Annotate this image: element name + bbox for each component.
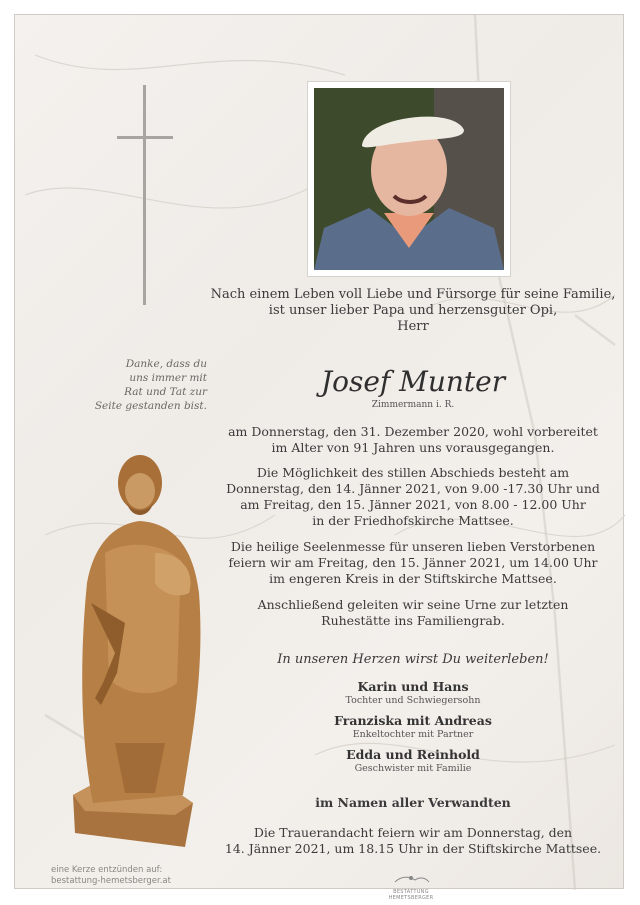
family-relation: Enkeltochter mit Partner bbox=[352, 729, 474, 740]
logo-mark bbox=[387, 873, 435, 885]
paragraph-line: Anschließend geleiten wir seine Urne zur letzten bbox=[257, 597, 569, 612]
intro-line: Nach einem Leben voll Liebe und Fürsorge für seine Familie, bbox=[210, 287, 616, 302]
intro-line: Herr bbox=[397, 319, 429, 334]
farewell-paragraph bbox=[205, 465, 621, 529]
quote-line: Rat und Tat zur bbox=[124, 386, 207, 398]
cross-vertical-bar bbox=[143, 85, 146, 305]
intro-line: ist unser lieber Papa und herzensguter Opi, bbox=[268, 303, 558, 318]
paragraph-line: am Donnerstag, den 31. Dezember 2020, wohl vorbereitet bbox=[228, 424, 598, 439]
deceased-name: Josef Munter bbox=[320, 365, 506, 398]
paragraph-line: im engeren Kreis in der Stiftskirche Mattsee. bbox=[269, 571, 557, 586]
portrait-frame bbox=[307, 81, 511, 277]
family-relation: Geschwister mit Familie bbox=[354, 763, 472, 774]
family-relation: Tochter und Schwiegersohn bbox=[345, 695, 481, 706]
paragraph-line: Ruhestätte ins Familiengrab. bbox=[321, 613, 505, 628]
portrait-photo bbox=[314, 88, 504, 270]
paragraph-line: Donnerstag, den 14. Jänner 2021, von 9.00 -17.30 Uhr und bbox=[226, 481, 600, 496]
motto: In unseren Herzen wirst Du weiterleben! bbox=[277, 652, 549, 667]
cross-horizontal-bar bbox=[117, 136, 173, 139]
intro-text bbox=[205, 287, 621, 335]
footer-line: Die Trauerandacht feiern wir am Donnerstag, den bbox=[253, 825, 573, 840]
quote-line: Seite gestanden bist. bbox=[94, 400, 207, 412]
paragraph-line: Die Möglichkeit des stillen Abschieds besteht am bbox=[256, 465, 570, 480]
funeral-home-logo bbox=[387, 870, 435, 901]
family-name: Karin und Hans bbox=[357, 679, 469, 694]
family-name: Franziska mit Andreas bbox=[334, 713, 492, 728]
footer-line: 14. Jänner 2021, um 18.15 Uhr in der Stiftskirche Mattsee. bbox=[224, 841, 602, 856]
family-name: Edda und Reinhold bbox=[346, 747, 480, 762]
paragraph-line: Die heilige Seelenmesse für unseren lieben Verstorbenen bbox=[230, 539, 596, 554]
paragraph-line: in der Friedhofskirche Mattsee. bbox=[312, 513, 514, 528]
occupation: Zimmermann i. R. bbox=[371, 400, 455, 410]
candle-url[interactable]: bestattung-hemetsberger.at bbox=[51, 876, 171, 886]
mass-paragraph bbox=[205, 539, 621, 587]
farewell-quote bbox=[75, 357, 207, 413]
parte-card bbox=[14, 14, 624, 901]
logo-line: BESTATTUNG bbox=[393, 889, 429, 895]
quote-line: Danke, dass du bbox=[125, 358, 207, 370]
memorial-service-text bbox=[205, 825, 621, 857]
candle-caption: eine Kerze entzünden auf: bbox=[51, 865, 163, 875]
saint-joseph-statue bbox=[65, 443, 215, 853]
paragraph-line: feiern wir am Freitag, den 15. Jänner 2021, um 14.00 Uhr bbox=[228, 555, 598, 570]
burial-paragraph bbox=[205, 597, 621, 629]
logo-line: HEMETSBERGER bbox=[388, 895, 434, 901]
quote-line: uns immer mit bbox=[129, 372, 207, 384]
all-relatives: im Namen aller Verwandten bbox=[315, 795, 511, 810]
candle-link-text bbox=[51, 865, 171, 887]
paragraph-line: am Freitag, den 15. Jänner 2021, von 8.00 - 12.00 Uhr bbox=[240, 497, 586, 512]
death-notice-paragraph bbox=[205, 424, 621, 456]
paragraph-line: im Alter von 91 Jahren uns vorausgegangen. bbox=[271, 440, 555, 455]
